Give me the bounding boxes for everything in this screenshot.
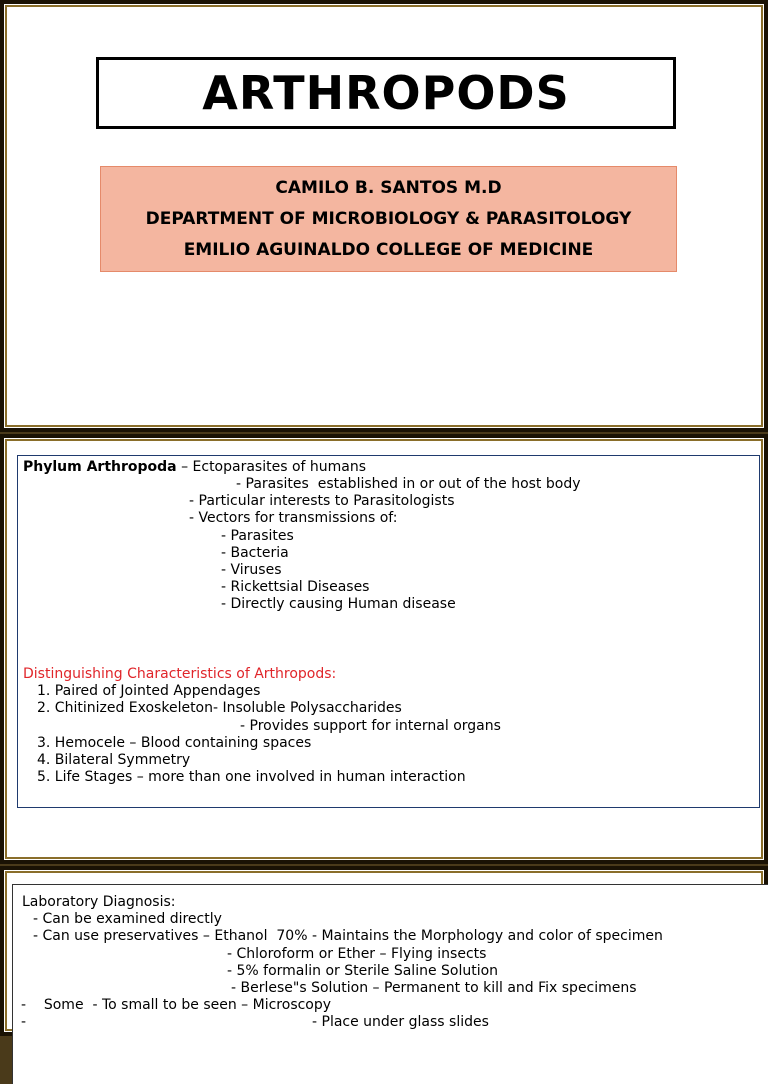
characteristic-item: 5. Life Stages – more than one involved in human interaction: [37, 769, 466, 785]
phylum-heading-line: [23, 459, 366, 476]
diagnosis-subpoint: - Place under glass slides: [312, 1014, 489, 1030]
department-name: DEPARTMENT OF MICROBIOLOGY & PARASITOLOGY: [145, 208, 632, 229]
diagnosis-point: -: [21, 1014, 27, 1030]
phylum-label: Phylum Arthropoda: [23, 459, 177, 475]
phylum-point: - Particular interests to Parasitologists: [189, 493, 455, 509]
diagnosis-point: - Can be examined directly: [33, 911, 222, 927]
characteristic-item: 4. Bilateral Symmetry: [37, 752, 191, 768]
college-name: EMILIO AGUINALDO COLLEGE OF MEDICINE: [183, 239, 594, 260]
phylum-point: - Parasites established in or out of the host body: [236, 476, 581, 492]
characteristic-item: 1. Paired of Jointed Appendages: [37, 683, 261, 699]
diagnosis-slide: [0, 866, 768, 1036]
diagnosis-point: - Some - To small to be seen – Microscopy: [21, 997, 332, 1013]
phylum-description: – Ectoparasites of humans: [176, 459, 367, 475]
phylum-slide: [0, 434, 768, 864]
title-slide: [0, 0, 768, 432]
vector-item: - Bacteria: [221, 545, 289, 561]
diagnosis-heading: Laboratory Diagnosis:: [22, 894, 176, 910]
characteristic-item: 3. Hemocele – Blood containing spaces: [37, 735, 312, 751]
characteristic-item: 2. Chitinized Exoskeleton- Insoluble Polysaccharides: [37, 700, 402, 716]
phylum-content-box: [17, 455, 760, 808]
author-box: [100, 166, 677, 272]
diagnosis-subpoint: - 5% formalin or Sterile Saline Solution: [227, 963, 499, 979]
vector-item: - Viruses: [221, 562, 282, 578]
diagnosis-point: - Can use preservatives – Ethanol 70% - Maintains the Morphology and color of specimen: [33, 928, 663, 944]
diagnosis-subpoint: - Chloroform or Ether – Flying insects: [227, 946, 487, 962]
characteristic-subitem: - Provides support for internal organs: [240, 718, 501, 734]
vector-item: - Parasites: [221, 528, 294, 544]
diagnosis-content-box: [12, 884, 768, 1084]
slide-title: ARTHROPODS: [202, 66, 570, 120]
author-name: CAMILO B. SANTOS M.D: [275, 177, 502, 198]
title-box: [96, 57, 676, 129]
diagnosis-subpoint: - Berlese"s Solution – Permanent to kill and Fix specimens: [231, 980, 637, 996]
vector-item: - Directly causing Human disease: [221, 596, 456, 612]
vector-item: - Rickettsial Diseases: [221, 579, 370, 595]
characteristics-heading: Distinguishing Characteristics of Arthropods:: [23, 666, 337, 682]
phylum-point: - Vectors for transmissions of:: [189, 510, 398, 526]
